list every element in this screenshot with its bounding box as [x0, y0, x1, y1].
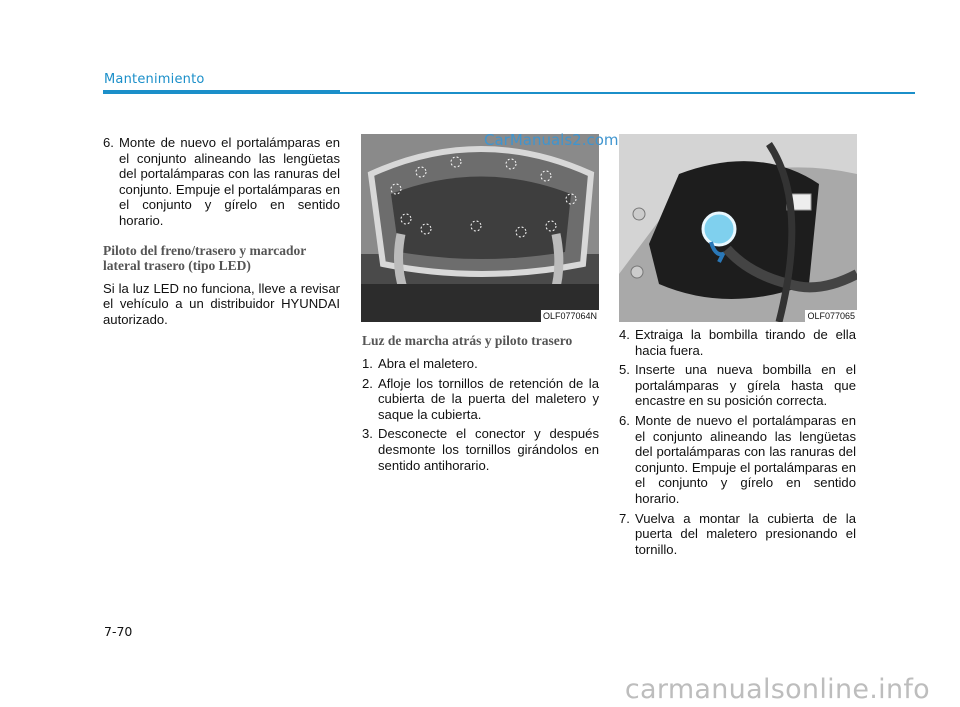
- page-number: 7-70: [104, 624, 133, 639]
- list-item: [362, 356, 599, 372]
- section-heading: Piloto del freno/trasero y marcador lateral trasero (tipo LED): [103, 242, 306, 273]
- trunk-lid-illustration: [361, 134, 599, 322]
- list-item: [619, 413, 856, 507]
- column-left: [103, 135, 340, 327]
- paragraph: Si la luz LED no funciona, lleve a revisar el vehículo a un distribuidor HYUNDAI autorizado.: [103, 280, 340, 327]
- list-item: [619, 511, 856, 558]
- column-middle: [362, 333, 599, 477]
- item-number: 1.: [362, 356, 373, 371]
- item-number: 6.: [619, 412, 630, 428]
- item-text: Desconecte el conector y después desmonte los tornillos girándolos en sentido antihorario.: [378, 426, 599, 473]
- item-number: 5.: [619, 362, 630, 378]
- figure-trunk-lid: [361, 134, 599, 322]
- item-text: Extraiga la bombilla tirando de ella hacia fuera.: [635, 327, 856, 358]
- section-title: Mantenimiento: [104, 72, 205, 87]
- list-item: [103, 135, 340, 229]
- item-number: 4.: [619, 327, 630, 342]
- footer-watermark: carmanualsonline.info: [624, 674, 930, 705]
- item-text: Inserte una nueva bombilla en el portalámparas y gírela hasta que encastre en su posición correcta.: [635, 362, 856, 409]
- header-rule-thick: [103, 90, 340, 94]
- figure-caption: OLF077064N: [542, 311, 597, 321]
- header-rule-thin: [340, 92, 915, 94]
- item-text: Monte de nuevo el portalámparas en el conjunto alineando las lengüetas del portalámparas con las ranuras del conjunto. Empuje el portalámparas en el conjunto y gírelo en sentido horario.: [119, 135, 340, 228]
- item-text: Afloje los tornillos de retención de la cubierta de la puerta del maletero y saque la cubierta.: [378, 375, 599, 422]
- figure-caption: OLF077065: [807, 311, 855, 321]
- list-item: [619, 362, 856, 409]
- item-number: 6.: [103, 135, 114, 150]
- column-right: [619, 327, 856, 561]
- section-heading: Luz de marcha atrás y piloto trasero: [362, 333, 573, 348]
- item-number: 2.: [362, 375, 373, 391]
- list-item: [619, 327, 856, 358]
- list-item: [362, 426, 599, 473]
- item-number: 3.: [362, 426, 373, 442]
- item-text: Monte de nuevo el portalámparas en el conjunto alineando las lengüetas del portalámparas con las ranuras del conjunto. Empuje el portalámparas en el conjunto y gírelo en sentido horario.: [635, 412, 856, 506]
- item-text: Abra el maletero.: [378, 356, 478, 371]
- list-item: [362, 376, 599, 423]
- lamp-holder-illustration: [619, 134, 857, 322]
- figure-lamp-holder: [619, 134, 857, 322]
- watermark: CarManuals2.com: [484, 131, 619, 149]
- item-number: 7.: [619, 510, 630, 526]
- item-text: Vuelva a montar la cubierta de la puerta del maletero presionando el tornillo.: [635, 510, 856, 557]
